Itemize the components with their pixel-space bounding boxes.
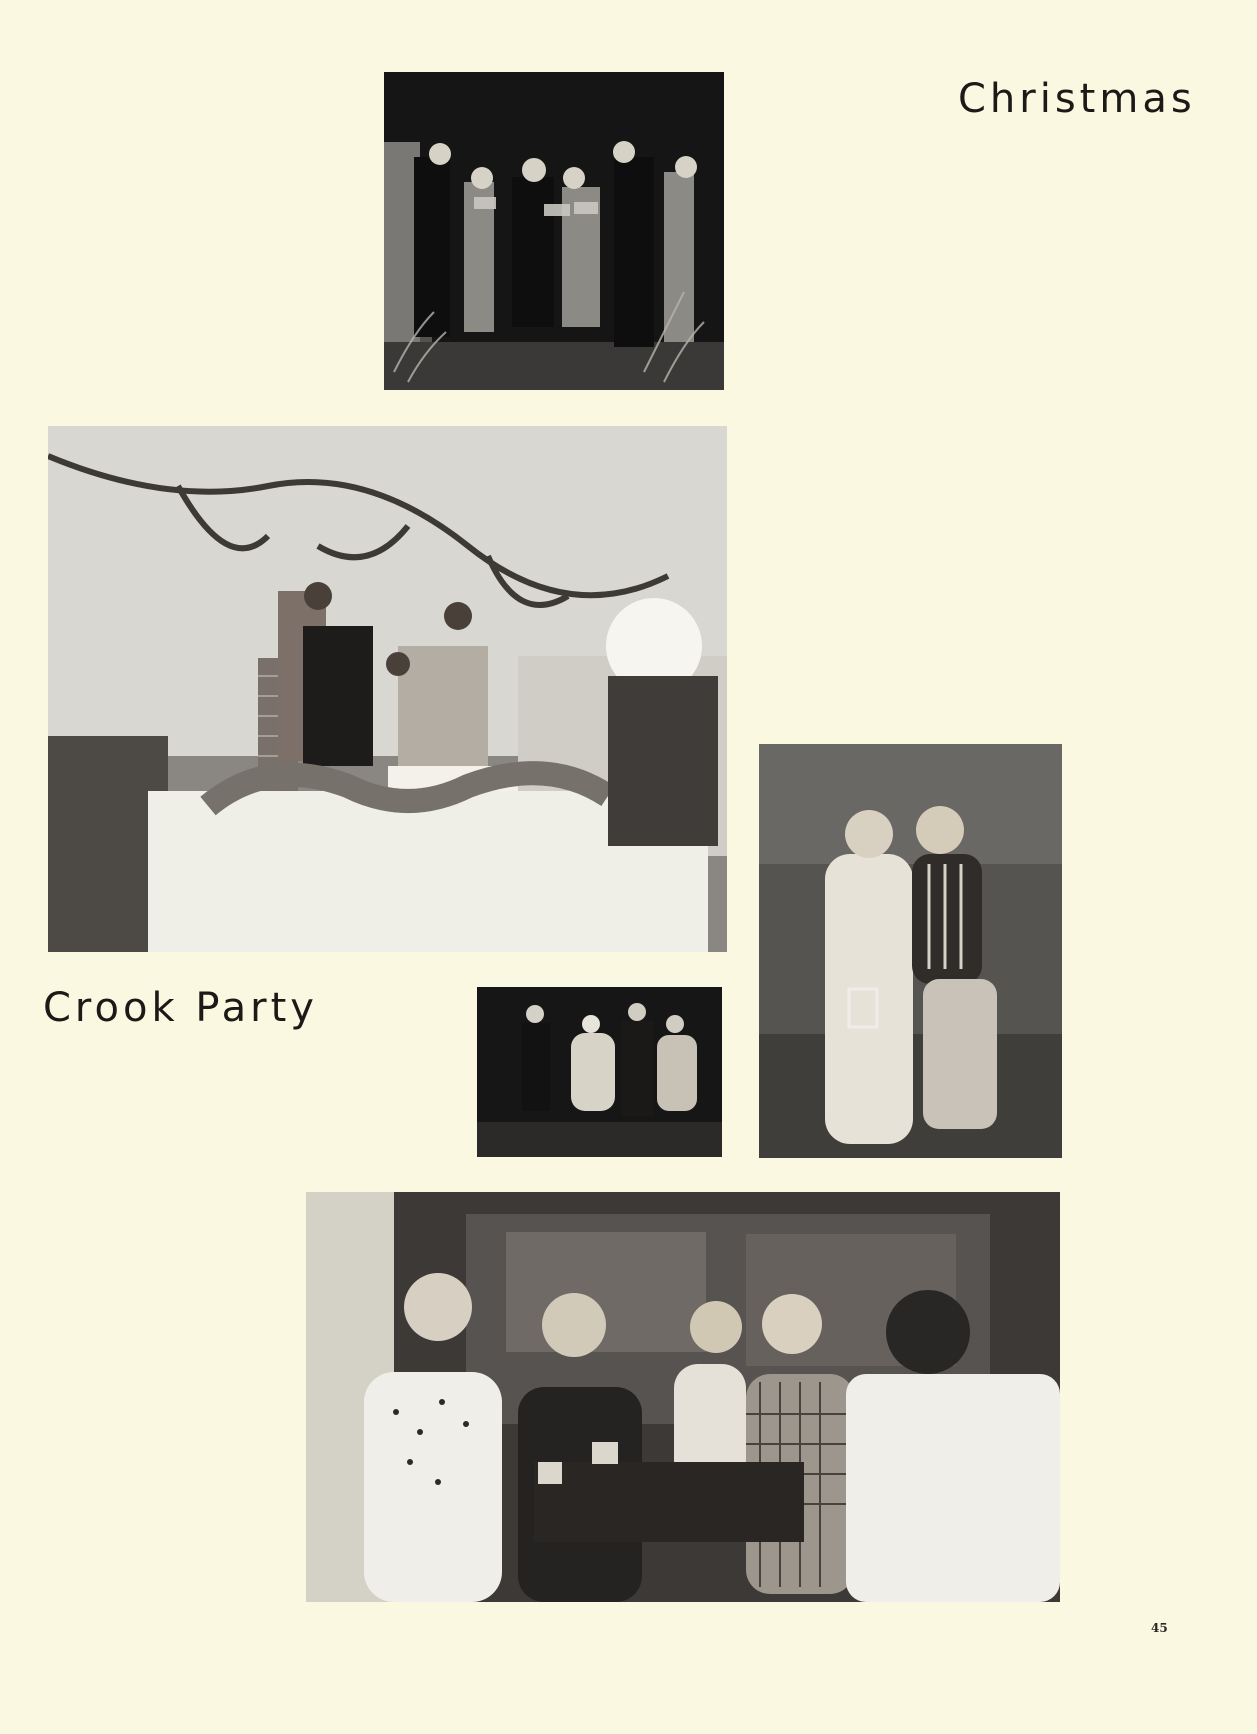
page-number: 45 — [1151, 1621, 1168, 1635]
serving-table-photo — [306, 1192, 1060, 1602]
christmas-heading: Christmas — [958, 76, 1196, 122]
costume-pair-photo — [759, 744, 1062, 1158]
crook-party-heading: Crook Party — [43, 985, 318, 1031]
night-walk-photo — [477, 987, 722, 1157]
parade-float-photo — [48, 426, 727, 952]
carolers-photo — [384, 72, 724, 390]
